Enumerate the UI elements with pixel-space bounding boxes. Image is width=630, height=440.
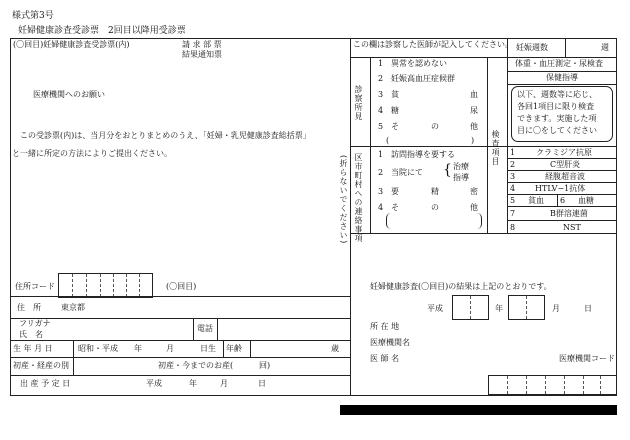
contact-text-mid: の: [431, 203, 439, 212]
row-line: [507, 146, 617, 147]
instruction-line-2: と一緒に所定の方法によりご提出ください。: [12, 149, 172, 158]
test-no: 7: [510, 209, 516, 218]
birth-era: 昭和・平成: [78, 344, 118, 353]
test-name[interactable]: 貧血: [528, 196, 544, 205]
due-era: 平成: [146, 379, 162, 388]
finding-no: 5: [378, 122, 384, 131]
other-contact-field[interactable]: [386, 213, 482, 229]
col-line: [250, 340, 251, 357]
exam-note-line: 以下、週数等に応じ、: [517, 90, 597, 99]
col-line: [487, 57, 488, 233]
age-label: 年齢: [226, 344, 242, 353]
result-year-unit: 年: [495, 304, 503, 313]
facility-name-label: 医療機関名: [370, 338, 410, 347]
row-line: [10, 296, 350, 297]
test-no: 2: [510, 160, 516, 169]
row-line: [507, 220, 617, 221]
exam-guidance: 保健指導: [546, 73, 578, 82]
exam-title: 検査項目: [491, 130, 500, 166]
test-name[interactable]: クラミジア抗原: [536, 148, 592, 157]
due-day-unit: 日: [258, 379, 266, 388]
code-digit-sep: [100, 274, 101, 297]
digit-sep: [600, 376, 601, 394]
row-line: [10, 340, 350, 341]
test-no: 1: [510, 148, 516, 157]
finding-no: 2: [378, 74, 384, 83]
row-line: [507, 182, 617, 183]
test-no: 4: [510, 184, 516, 193]
test-no: 6: [560, 196, 566, 205]
finding-text-end: 血: [470, 90, 478, 99]
parity-unit: 回): [259, 361, 271, 370]
contact-no: 1: [378, 150, 384, 159]
contact-text[interactable]: 訪問指導を要する: [391, 150, 455, 159]
row-line: [507, 158, 617, 159]
due-year-unit: 年: [189, 379, 197, 388]
test-name[interactable]: NST: [563, 223, 581, 232]
center-divider: [350, 38, 351, 396]
contact-no: 4: [378, 203, 384, 212]
test-name[interactable]: HTLV−1抗体: [535, 184, 586, 193]
code-digit-sep: [72, 274, 73, 297]
digit-sep: [526, 376, 527, 394]
form-title: 妊婦健康診査受診票 2回目以降用受診票: [18, 26, 186, 36]
brace-icon: {: [443, 162, 452, 178]
row-line: [10, 357, 350, 358]
finding-text[interactable]: 妊娠高血圧症候群: [391, 74, 455, 83]
contact-text-end: 他: [470, 203, 478, 212]
digit-sep: [583, 376, 584, 394]
address-code-label: 住所コード: [15, 282, 55, 291]
digit-sep: [470, 296, 471, 319]
instruction-line-1: この受診票(内)は、当月分をおとりまとめのうえ、「妊婦・乳児健康診査総括票」: [20, 131, 311, 140]
digit-sep: [526, 296, 527, 319]
row-line: [507, 170, 617, 171]
form-number: 様式第3号: [12, 11, 54, 21]
result-month-unit: 月: [552, 304, 560, 313]
contact-text[interactable]: そ: [391, 203, 399, 212]
digit-sep: [564, 376, 565, 394]
code-digit-sep: [113, 274, 114, 297]
row-line: [507, 206, 617, 207]
col-line: [223, 340, 224, 357]
result-era: 平成: [427, 304, 443, 313]
birth-month-unit: 月: [166, 344, 174, 353]
finding-no: 4: [378, 106, 384, 115]
parity-value[interactable]: 初産・今までのお産(: [158, 361, 234, 370]
finding-text[interactable]: 異常を認めない: [391, 59, 447, 68]
contact-text-mid: 精: [431, 187, 439, 196]
col-line: [370, 57, 371, 233]
contact-no: 2: [378, 168, 384, 177]
treatment-text: 治療: [453, 162, 469, 171]
finding-text-end: 他: [470, 122, 478, 131]
findings-title: 診察所見: [354, 85, 363, 121]
test-name[interactable]: 経腹超音波: [545, 172, 585, 181]
col-line: [73, 340, 74, 375]
ticket-label: (〇回目)妊婦健康診査受診票(内): [13, 40, 130, 49]
finding-text[interactable]: 糖: [391, 106, 399, 115]
code-digit-sep: [139, 274, 140, 297]
doctor-name-label: 医 師 名: [370, 354, 400, 363]
row-line: [350, 233, 617, 234]
finding-text-end: 尿: [470, 106, 478, 115]
name-label: 氏 名: [19, 330, 43, 339]
test-no: 5: [510, 196, 516, 205]
finding-text[interactable]: 貧: [391, 90, 399, 99]
row-line: [10, 375, 350, 376]
contact-text[interactable]: 当院にて: [391, 168, 423, 177]
paren-close: ): [471, 136, 475, 145]
finding-no: 3: [378, 90, 384, 99]
address-label: 住 所: [17, 303, 41, 312]
phone-label: 電話: [197, 324, 213, 333]
code-digit-sep: [86, 274, 87, 297]
fold-note: (折らないでください): [339, 155, 348, 245]
doctor-note: この欄は診察した医師が記入してください。: [353, 40, 513, 49]
code-digit-sep: [126, 274, 127, 297]
exam-note-line: できます。実施した項: [517, 114, 597, 123]
result-statement: 妊婦健康診査(〇回目)の結果は上記のとおりです。: [370, 282, 552, 291]
birth-label: 生 年 月 日: [13, 344, 53, 353]
row-line: [507, 84, 617, 85]
parity-label: 初産・経産の別: [13, 361, 69, 370]
weeks-unit: 週: [601, 43, 609, 52]
result-day-unit: 日: [584, 304, 592, 313]
furigana-label: フリガナ: [19, 319, 51, 328]
contact-text[interactable]: 要: [391, 187, 399, 196]
digit-sep: [507, 376, 508, 394]
contact-title: 区市町村への連絡事項: [354, 153, 363, 243]
test-name[interactable]: B群溶連菌: [550, 209, 588, 218]
test-no: 8: [510, 223, 516, 232]
age-unit: 歳: [331, 344, 339, 353]
weeks-label: 妊娠週数: [516, 43, 548, 52]
row-line: [350, 57, 617, 58]
guidance-text: 指導: [453, 173, 469, 182]
test-no: 3: [510, 172, 516, 181]
due-month-unit: 月: [220, 379, 228, 388]
col-line: [565, 38, 566, 57]
contact-no: 3: [378, 187, 384, 196]
test-name[interactable]: 血糖: [578, 196, 594, 205]
finding-no: 1: [378, 59, 384, 68]
col-line: [217, 318, 218, 340]
paren-open: (: [386, 136, 390, 145]
contact-text-end: 密: [470, 187, 478, 196]
facility-address-label: 所 在 地: [370, 322, 400, 331]
row-line: [507, 194, 617, 195]
birth-day-unit: 日生: [200, 344, 216, 353]
row-line: [350, 146, 507, 147]
col-line: [507, 38, 508, 233]
birth-year-unit: 年: [134, 344, 142, 353]
row-line: [507, 71, 617, 72]
finding-text[interactable]: そ: [391, 122, 399, 131]
exam-note-line: 目に〇をしてください: [517, 126, 597, 135]
bottom-black-bar: [340, 405, 617, 415]
digit-sep: [545, 376, 546, 394]
visit-count: (〇回目): [166, 282, 197, 291]
greeting-heading: 医療機関へのお願い: [33, 90, 105, 99]
claim-label-2: 結果通知票: [182, 50, 222, 59]
col-line: [193, 318, 194, 340]
address-value[interactable]: 東京都: [61, 303, 85, 312]
exam-basic: 体重・血圧測定・尿検査: [515, 59, 603, 68]
test-name[interactable]: C型肝炎: [550, 160, 581, 169]
finding-text-mid: の: [431, 122, 439, 131]
claim-label-1: 請 求 部 票: [182, 40, 222, 49]
due-date-label: 出 産 予 定 日: [20, 379, 71, 388]
row-line: [10, 318, 350, 319]
col-line: [557, 194, 558, 206]
exam-note-line: 各回1項目に限り検査: [517, 102, 595, 111]
facility-code-label: 医療機関コード: [559, 354, 615, 363]
